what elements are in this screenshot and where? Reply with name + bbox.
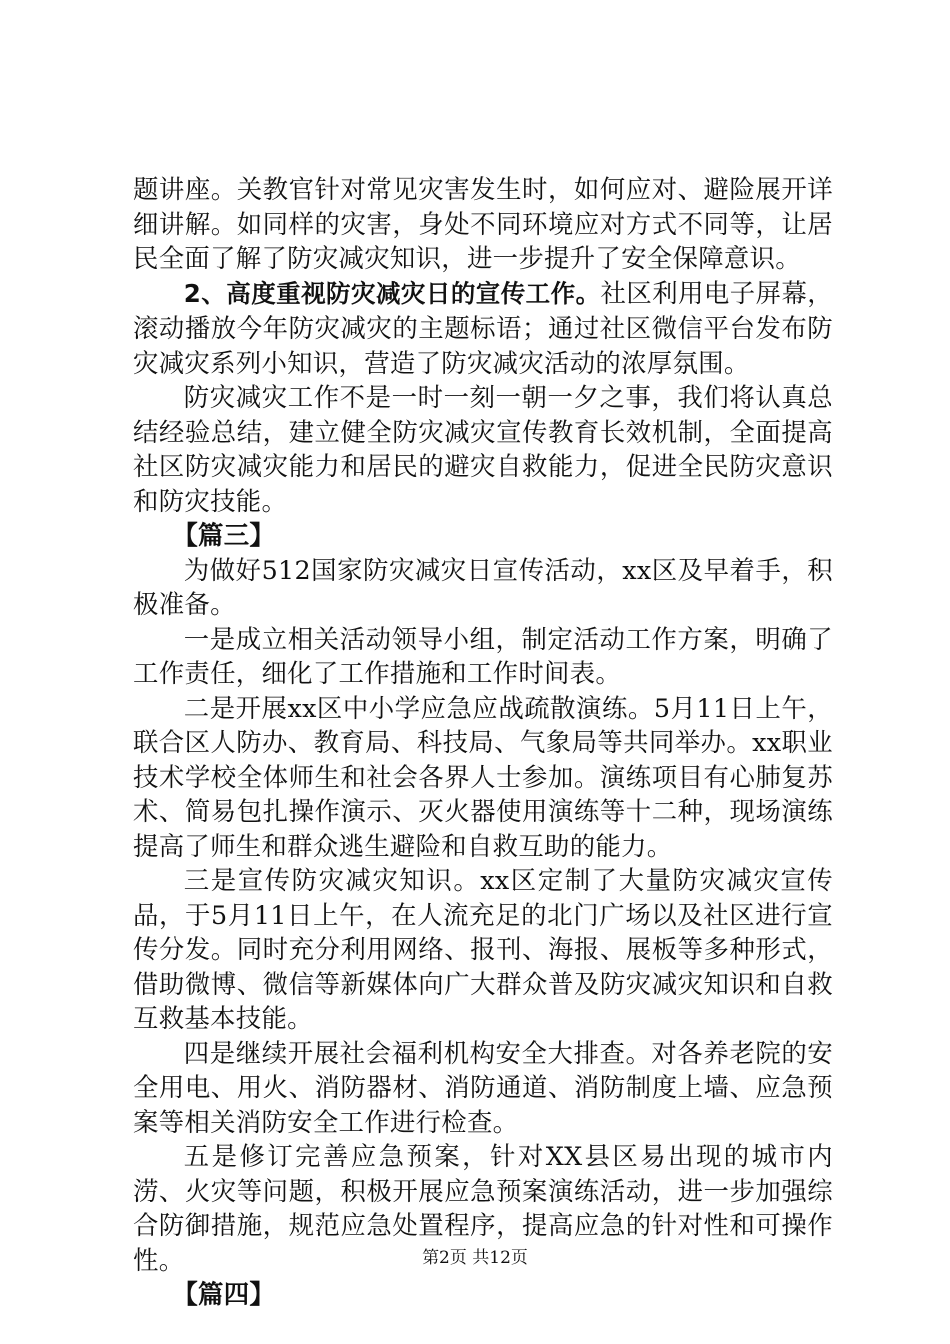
paragraph-2-text: 社区利用电子屏幕，滚动播放今年防灾减灾的主题标语；通过社区微信平台发布防灾减灾系列小知识，营造了防灾减灾活动的浓厚氛围。	[133, 277, 833, 378]
page-footer: 第2页 共12页	[422, 1248, 528, 1268]
section3-paragraph-5: 四是继续开展社会福利机构安全大排查。对各养老院的安全用电、用火、消防器材、消防通道、消防制度上墙、应急预案等相关消防安全工作进行检查。	[133, 1037, 833, 1137]
paragraph-1: 题讲座。关教官针对常见灾害发生时，如何应对、避险展开详细讲解。如同样的灾害，身处不同环境应对方式不同等，让居民全面了解了防灾减灾知识，进一步提升了安全保障意识。	[133, 174, 833, 273]
section3-paragraph-4: 三是宣传防灾减灾知识。xx区定制了大量防灾减灾宣传品，于5月11日上午，在人流充足的北门广场以及社区进行宣传分发。同时充分利用网络、报刊、海报、展板等多种形式，借助微博、微信等新媒体向广大群众普及防灾减灾知识和自救互救基本技能。	[133, 865, 833, 1033]
document-body	[133, 172, 833, 1312]
section3-paragraph-2: 一是成立相关活动领导小组，制定活动工作方案，明确了工作责任，细化了工作措施和工作时间表。	[133, 623, 833, 688]
paragraph-2	[133, 276, 833, 381]
section-heading-4: 【篇四】	[172, 1279, 276, 1309]
section3-paragraph-3: 二是开展xx区中小学应急应战疏散演练。5月11日上午，联合区人防办、教育局、科技局、气象局等共同举办。xx职业技术学校全体师生和社会各界人士参加。演练项目有心肺复苏术、简易包扎操作演示、灭火器使用演练等十二种，现场演练提高了师生和群众逃生避险和自救互助的能力。	[133, 692, 833, 861]
paragraph-2-bold-lead: 2、高度重视防灾减灾日的宣传工作。	[183, 278, 601, 308]
paragraph-3: 防灾减灾工作不是一时一刻一朝一夕之事，我们将认真总结经验总结，建立健全防灾减灾宣传教育长效机制，全面提高社区防灾减灾能力和居民的避灾自救能力，促进全民防灾意识和防灾技能。	[133, 382, 833, 516]
section3-paragraph-6: 五是修订完善应急预案，针对XX县区易出现的城市内涝、火灾等问题，积极开展应急预案演练活动，进一步加强综合防御措施，规范应急处置程序，提高应急的针对性和可操作性。	[133, 1141, 833, 1275]
section3-paragraph-1: 为做好512国家防灾减灾日宣传活动，xx区及早着手，积极准备。	[133, 554, 833, 619]
section-heading-3: 【篇三】	[172, 520, 276, 550]
